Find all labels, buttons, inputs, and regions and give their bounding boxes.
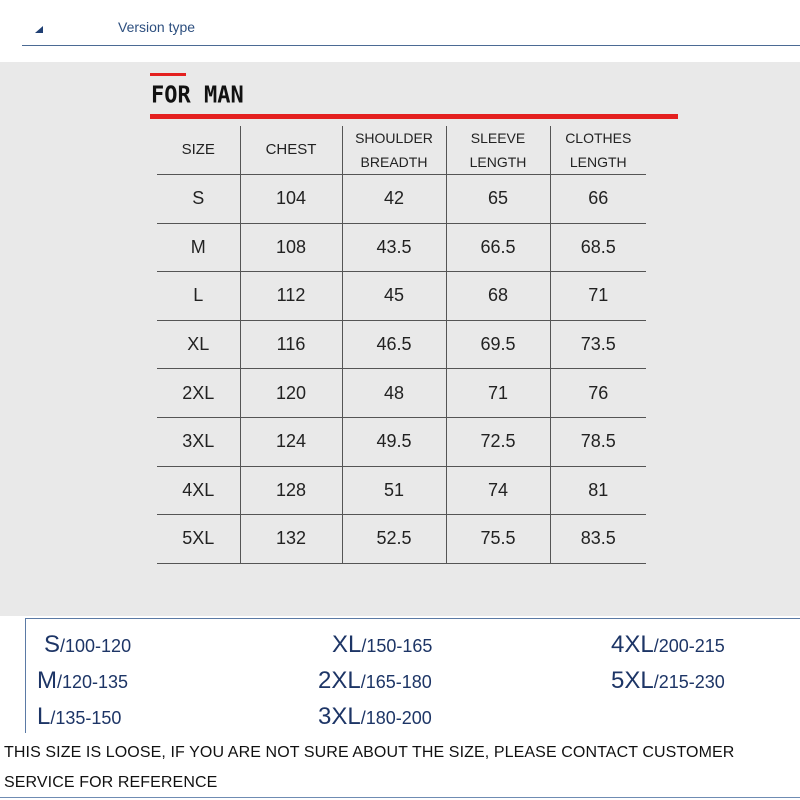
header-line: BREADTH [360,154,428,170]
table-cell: 72.5 [446,417,550,466]
table-cell: 52.5 [342,515,446,564]
header-line: LENGTH [469,154,527,170]
header [0,0,800,62]
table-cell: 71 [550,272,646,321]
table-cell: 66.5 [446,223,550,272]
table-cell: 66 [550,175,646,224]
table-cell: 42 [342,175,446,224]
table-cell: 128 [240,466,342,515]
weight-range-box [25,618,800,733]
table-cell: 5XL [157,515,240,564]
table-row [157,175,646,224]
table-cell: 51 [342,466,446,515]
weight-range-2xl: 2XL/165-180 [318,667,432,694]
header-line: SIZE [181,141,215,158]
footer-divider [0,797,800,798]
table-header-cell [550,126,646,175]
table-cell: 71 [446,369,550,418]
table-row [157,320,646,369]
table-row [157,515,646,564]
table-cell: 3XL [157,417,240,466]
table-cell: 120 [240,369,342,418]
table-cell: 46.5 [342,320,446,369]
table-header-cell [240,126,342,175]
table-row [157,369,646,418]
weight-range-4xl: 4XL/200-215 [611,631,725,658]
table-cell: 2XL [157,369,240,418]
chart-heading: FOR MAN [151,82,244,109]
table-cell: 76 [550,369,646,418]
table-cell: 68.5 [550,223,646,272]
table-header-cell [342,126,446,175]
table-cell: 65 [446,175,550,224]
collapse-triangle-icon[interactable] [35,26,43,33]
table-cell: 78.5 [550,417,646,466]
table-cell: 112 [240,272,342,321]
table-row [157,272,646,321]
table-header-cell [446,126,550,175]
size-table [157,126,646,564]
header-line: SLEEVE [470,130,526,146]
weight-range-xl: XL/150-165 [332,631,433,658]
table-cell: 124 [240,417,342,466]
table-cell: 104 [240,175,342,224]
table-cell: 132 [240,515,342,564]
size-note: THIS SIZE IS LOOSE, IF YOU ARE NOT SURE ABOUT THE SIZE, PLEASE CONTACT CUSTOMER SERVICE FOR REFERENCE [4,744,735,791]
table-cell: 69.5 [446,320,550,369]
table-header-row [157,126,646,175]
table-cell: S [157,175,240,224]
header-divider [22,45,800,46]
table-cell: 45 [342,272,446,321]
table-header-cell [157,126,240,175]
table-cell: 49.5 [342,417,446,466]
table-cell: L [157,272,240,321]
section-title: Version type [118,19,196,35]
heading-red-rule [150,114,678,119]
header-line: CHEST [265,141,317,158]
table-cell: 108 [240,223,342,272]
table-cell: 48 [342,369,446,418]
table-cell: 116 [240,320,342,369]
table-cell: 81 [550,466,646,515]
weight-range-l: L/135-150 [37,703,122,730]
table-cell: 43.5 [342,223,446,272]
table-row [157,417,646,466]
table-cell: XL [157,320,240,369]
weight-range-m: M/120-135 [37,667,129,694]
header-line: SHOULDER [355,130,433,146]
heading-accent-bar [150,73,186,76]
header-line: LENGTH [569,154,627,170]
table-row [157,466,646,515]
table-body [157,175,646,564]
header-line: CLOTHES [565,130,632,146]
table-cell: M [157,223,240,272]
table-row [157,223,646,272]
table-cell: 4XL [157,466,240,515]
weight-range-5xl: 5XL/215-230 [611,667,725,694]
weight-range-s: S/100-120 [44,631,132,658]
table-cell: 75.5 [446,515,550,564]
weight-range-3xl: 3XL/180-200 [318,703,432,730]
table-cell: 73.5 [550,320,646,369]
table-cell: 83.5 [550,515,646,564]
table-cell: 68 [446,272,550,321]
table-cell: 74 [446,466,550,515]
